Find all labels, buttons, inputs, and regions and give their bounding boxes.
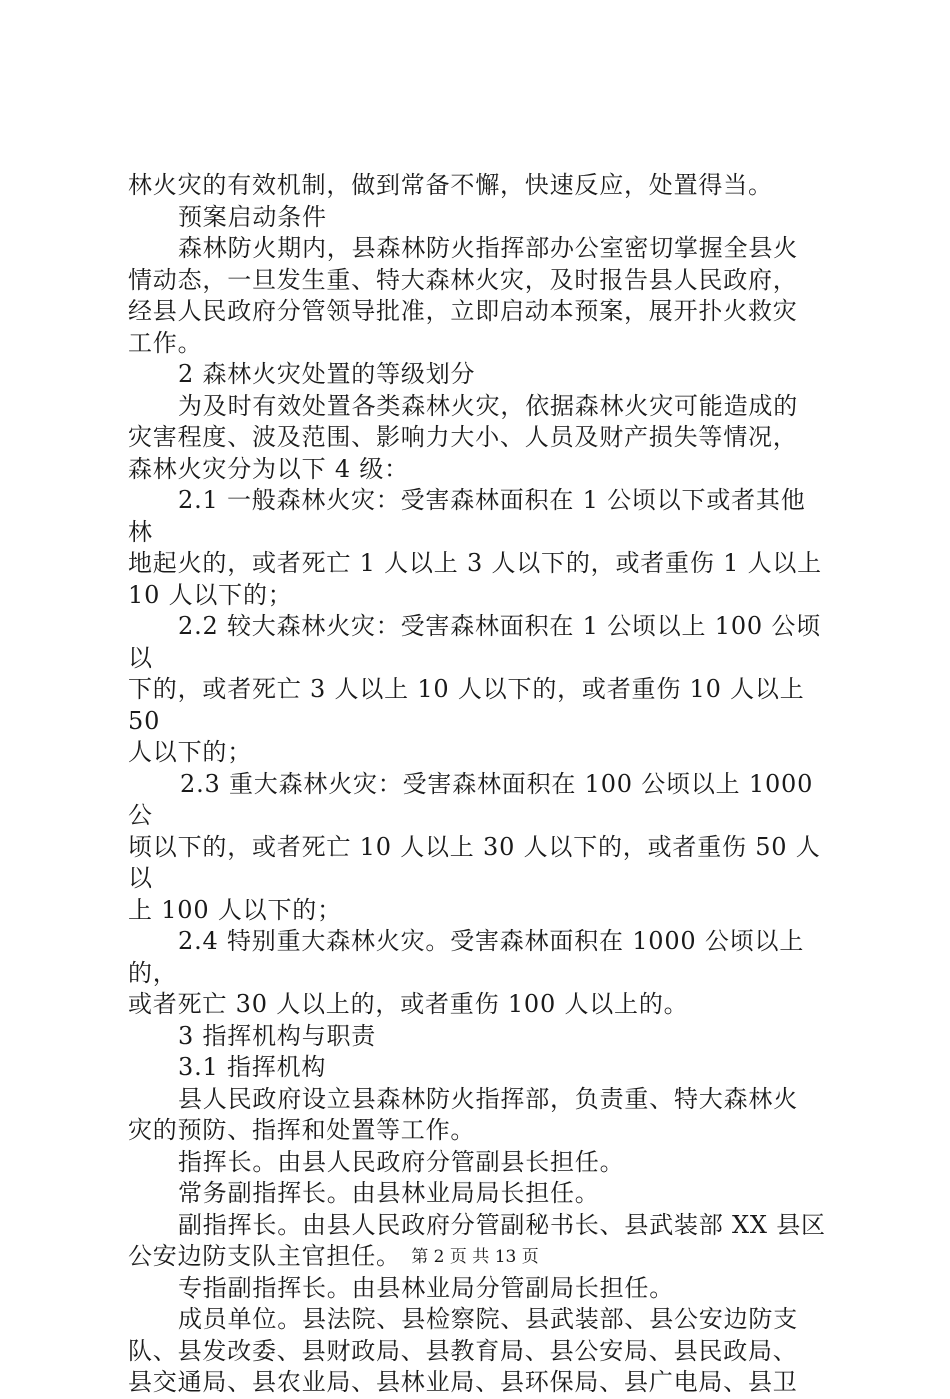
text-line: 或者死亡 30 人以上的，或者重伤 100 人以上的。 — [128, 990, 689, 1018]
text-line: 公安边防支队主官担任。 — [128, 1242, 401, 1270]
text-line: 经县人民政府分管领导批准，立即启动本预案，展开扑火救灾 — [128, 297, 798, 325]
text-line: 副指挥长。由县人民政府分管副秘书长、县武装部 XX 县区 — [178, 1210, 826, 1239]
text-line: 灾害程度、波及范围、影响力大小、人员及财产损失等情况， — [128, 423, 798, 451]
text-line: 2.3 重大森林火灾：受害森林面积在 100 公顷以上 1000 公 — [128, 769, 822, 829]
text-line: 人以下的； — [128, 738, 252, 766]
text-line: 情动态，一旦发生重、特大森林火灾，及时报告县人民政府， — [128, 265, 798, 294]
text-line: 10 人以下的； — [128, 580, 293, 609]
text-line: 县交通局、县农业局、县林业局、县环保局、县广电局、县卫 — [128, 1368, 798, 1396]
section-heading: 预案启动条件 — [178, 202, 327, 231]
text-line: 成员单位。县法院、县检察院、县武装部、县公安边防支 — [178, 1305, 798, 1333]
text-line: 2.2 较大森林火灾：受害森林面积在 1 公顷以上 100 公顷以 — [128, 612, 821, 672]
text-line: 工作。 — [128, 328, 203, 357]
text-line: 2.4 特别重大森林火灾。受害森林面积在 1000 公顷以上的， — [128, 927, 805, 987]
text-line: 地起火的，或者死亡 1 人以上 3 人以下的，或者重伤 1 人以上 — [128, 549, 822, 577]
text-line: 队、县发改委、县财政局、县教育局、县公安局、县民政局、 — [128, 1336, 798, 1365]
text-line: 为及时有效处置各类森林火灾，依据森林火灾可能造成的 — [178, 391, 798, 420]
text-line: 森林防火期内，县森林防火指挥部办公室密切掌握全县火 — [178, 234, 798, 262]
text-line: 2.1 一般森林火灾：受害森林面积在 1 公顷以下或者其他林 — [128, 486, 806, 546]
text-line: 灾的预防、指挥和处置等工作。 — [128, 1116, 476, 1144]
text-line: 指挥长。由县人民政府分管副县长担任。 — [178, 1147, 625, 1176]
page-footer: 第 2 页 共 13 页 — [411, 1247, 539, 1267]
section-heading: 3.1 指挥机构 — [178, 1053, 327, 1081]
text-line: 森林火灾分为以下 4 级： — [128, 454, 409, 483]
text-line: 上 100 人以下的； — [128, 895, 342, 924]
text-line: 顷以下的，或者死亡 10 人以上 30 人以下的，或者重伤 50 人以 — [128, 832, 821, 892]
document-body — [128, 170, 828, 1399]
text-line: 县人民政府设立县森林防火指挥部，负责重、特大森林火 — [178, 1084, 798, 1113]
section-heading: 3 指挥机构与职责 — [178, 1021, 377, 1050]
text-line: 林火灾的有效机制，做到常备不懈，快速反应，处置得当。 — [128, 171, 773, 199]
text-line: 常务副指挥长。由县林业局局长担任。 — [178, 1179, 600, 1207]
section-heading: 2 森林火灾处置的等级划分 — [178, 360, 476, 388]
text-line: 专指副指挥长。由县林业局分管副局长担任。 — [178, 1273, 674, 1302]
text-line: 下的，或者死亡 3 人以上 10 人以下的，或者重伤 10 人以上 50 — [128, 675, 813, 735]
